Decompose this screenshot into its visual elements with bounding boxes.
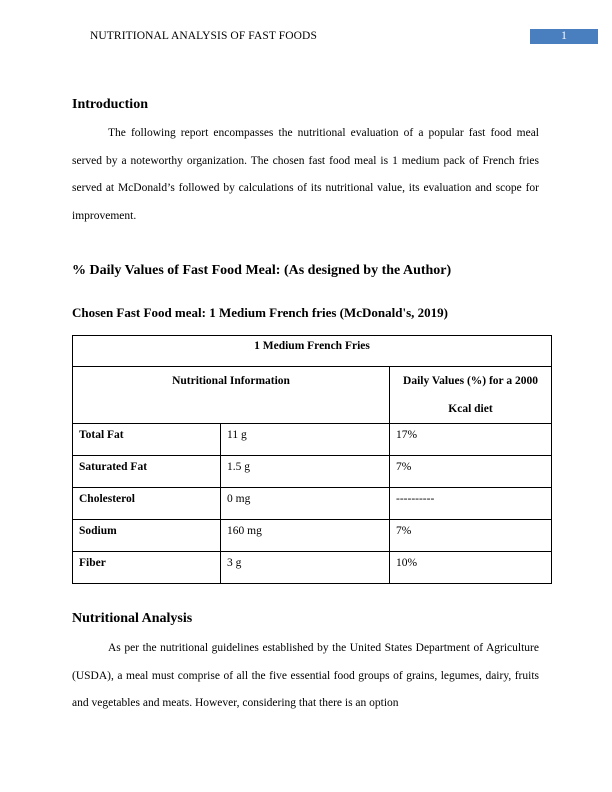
- nutrient-daily-value: 10%: [390, 552, 552, 584]
- nutrient-name: Saturated Fat: [73, 456, 221, 488]
- column-header-nutritional-information: Nutritional Information: [73, 367, 390, 424]
- table-row: [73, 488, 552, 520]
- nutrient-daily-value: 17%: [390, 424, 552, 456]
- running-head: NUTRITIONAL ANALYSIS OF FAST FOODS: [90, 30, 317, 42]
- nutrition-table: [72, 335, 552, 584]
- table-title: 1 Medium French Fries: [73, 336, 552, 367]
- nutrient-name: Fiber: [73, 552, 221, 584]
- introduction-heading: Introduction: [72, 97, 148, 112]
- nutrient-amount: 1.5 g: [221, 456, 390, 488]
- nutrient-amount: 11 g: [221, 424, 390, 456]
- nutrient-daily-value: ----------: [390, 488, 552, 520]
- nutrient-amount: 160 mg: [221, 520, 390, 552]
- nutrient-amount: 0 mg: [221, 488, 390, 520]
- page-number: 1: [530, 29, 598, 44]
- table-row: [73, 552, 552, 584]
- introduction-paragraph: The following report encompasses the nutritional evaluation of a popular fast food meal served by a noteworthy organization. The chosen fast food meal is 1 medium pack of French fries served at McDonald’s followed by calculations of its nutritional value, its evaluation and scope for improvement.: [72, 127, 539, 223]
- nutrient-amount: 3 g: [221, 552, 390, 584]
- table-row: [73, 520, 552, 552]
- nutrient-name: Total Fat: [73, 424, 221, 456]
- table-row: [73, 456, 552, 488]
- nutrient-daily-value: 7%: [390, 520, 552, 552]
- nutritional-analysis-heading: Nutritional Analysis: [72, 611, 193, 626]
- nutrient-name: Cholesterol: [73, 488, 221, 520]
- table-row: [73, 424, 552, 456]
- nutrient-daily-value: 7%: [390, 456, 552, 488]
- column-header-daily-values: Daily Values (%) for a 2000 Kcal diet: [390, 367, 552, 424]
- analysis-paragraph: As per the nutritional guidelines established by the United States Department of Agriculture (USDA), a meal must comprise of all the five essential food groups of grains, legumes, dairy, fruits and vegetables and meats. However, considering that there is an option: [72, 642, 539, 710]
- daily-values-heading: % Daily Values of Fast Food Meal: (As designed by the Author): [72, 263, 452, 278]
- chosen-meal-subheading: Chosen Fast Food meal: 1 Medium French fries (McDonald's, 2019): [72, 305, 449, 320]
- nutrient-name: Sodium: [73, 520, 221, 552]
